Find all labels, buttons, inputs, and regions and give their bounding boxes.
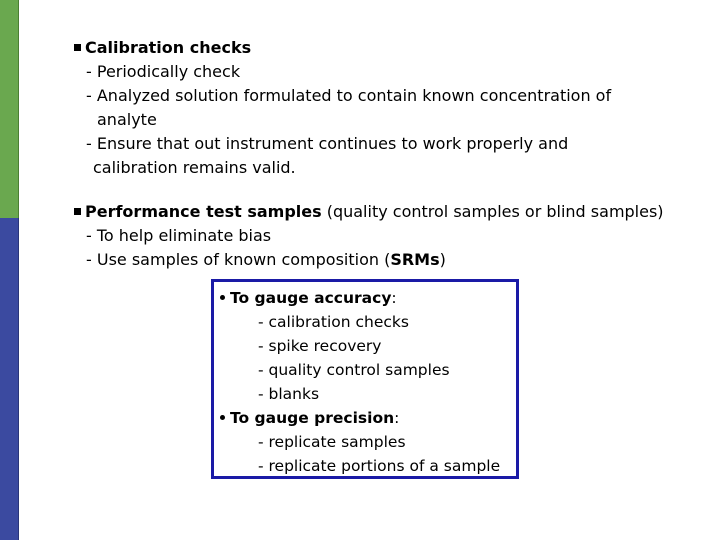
square-bullet-icon	[74, 44, 81, 51]
precision-heading-line	[220, 406, 399, 430]
performance-heading: Performance test samples	[85, 202, 322, 221]
accuracy-colon: :	[391, 289, 397, 307]
square-bullet-icon	[74, 208, 81, 215]
precision-colon: :	[394, 409, 400, 427]
performance-line-1: - To help eliminate bias	[86, 226, 272, 245]
calibration-line-1: - Periodically check	[86, 62, 241, 81]
bullet-dot-icon	[220, 415, 225, 420]
accuracy-item-2: - spike recovery	[258, 337, 382, 355]
accuracy-item-4: - blanks	[258, 385, 320, 403]
performance-line-2-suffix: )	[439, 250, 446, 269]
accuracy-item-1: - calibration checks	[258, 313, 409, 331]
performance-line-2-prefix: - Use samples of known composition (	[86, 250, 391, 269]
performance-heading-line	[74, 200, 664, 224]
calibration-line-2: - Analyzed solution formulated to contain known concentration of	[86, 86, 612, 105]
accuracy-heading-line	[220, 286, 397, 310]
performance-heading-paren: (quality control samples or blind samples)	[321, 202, 664, 221]
accuracy-item-3: - quality control samples	[258, 361, 450, 379]
accuracy-heading: To gauge accuracy	[230, 289, 392, 307]
gauge-box	[211, 279, 519, 479]
calibration-line-4: - Ensure that out instrument continues to work properly and	[86, 134, 569, 153]
calibration-heading-line	[74, 36, 251, 60]
calibration-heading: Calibration checks	[85, 38, 252, 57]
srms-label: SRMs	[390, 250, 440, 269]
precision-heading: To gauge precision	[230, 409, 395, 427]
bullet-dot-icon	[220, 295, 225, 300]
precision-item-2: - replicate portions of a sample	[258, 457, 501, 475]
calibration-line-3: analyte	[97, 110, 157, 129]
precision-item-1: - replicate samples	[258, 433, 406, 451]
calibration-line-5: calibration remains valid.	[93, 158, 296, 177]
performance-line-2	[86, 248, 446, 272]
